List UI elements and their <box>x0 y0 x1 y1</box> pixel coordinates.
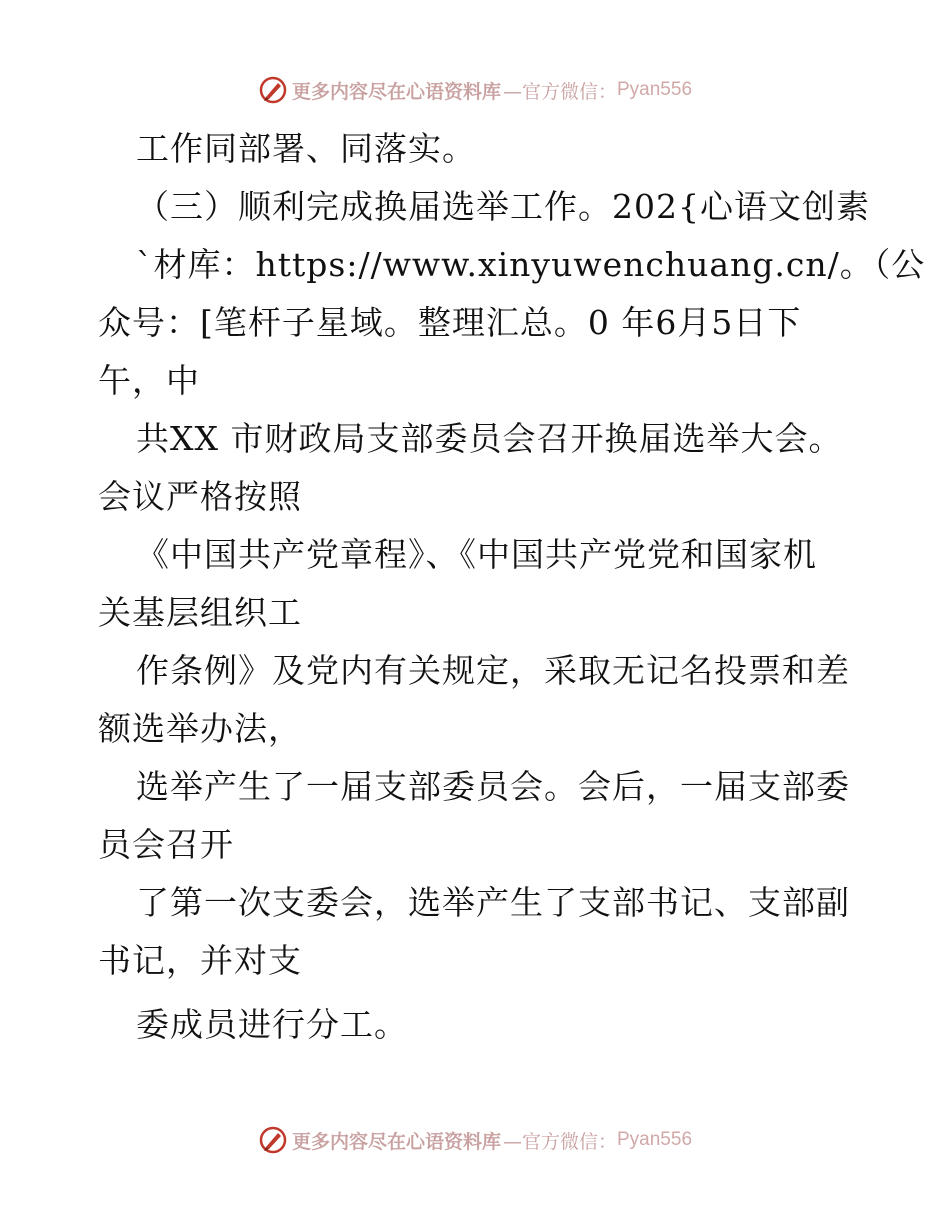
body-line: 选举产生了一届支部委员会。会后，一届支部委 <box>136 767 850 806</box>
body-line: 《中国共产党章程》、《中国共产党党和国家机 <box>136 535 817 574</box>
banner-sub-text: —官方微信： <box>502 1130 617 1153</box>
footer-banner <box>0 1120 950 1160</box>
body-line: 书记，并对支 <box>98 941 302 980</box>
body-line: 众号：[笔杆子星域。整理汇总。0 年6月5日下 <box>98 303 802 342</box>
banner-wechat-id: Pyan556 <box>617 79 693 100</box>
body-line: 作条例》及党内有关规定，采取无记名投票和差 <box>136 651 850 690</box>
banner-main-text: 更多内容尽在心语资料库 <box>291 80 501 103</box>
pen-logo-icon <box>258 1125 288 1155</box>
body-line: 工作同部署、同落实。 <box>136 129 476 168</box>
body-line: （三）顺利完成换届选举工作。202{心语文创素 <box>136 187 870 226</box>
body-line: 员会召开 <box>98 825 234 864</box>
banner-wechat-id: Pyan556 <box>617 1129 693 1150</box>
body-line: 午，中 <box>98 361 200 400</box>
body-line: 关基层组织工 <box>98 593 302 632</box>
body-line: 额选举办法， <box>98 709 302 748</box>
body-line: 了第一次支委会，选举产生了支部书记、支部副 <box>136 883 850 922</box>
body-line: `材库：https://www.xinyuwenchuang.cn/。（公 <box>136 245 926 284</box>
banner-sub-text: —官方微信： <box>502 80 617 103</box>
body-line: 委成员进行分工。 <box>136 1005 408 1044</box>
body-line: 会议严格按照 <box>98 477 302 516</box>
body-line: 共XX 市财政局支部委员会召开换届选举大会。 <box>136 419 843 458</box>
banner-main-text: 更多内容尽在心语资料库 <box>291 1130 501 1153</box>
